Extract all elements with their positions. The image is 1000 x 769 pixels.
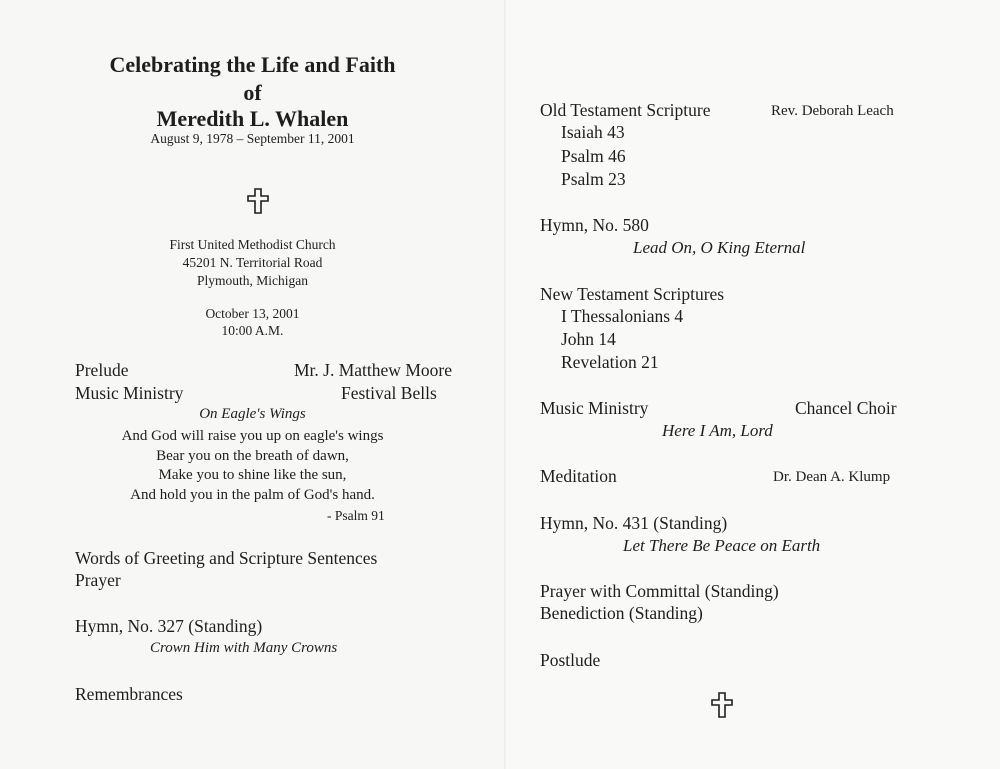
- ot-reading: Isaiah 43: [561, 122, 625, 142]
- music-ministry-performer: Festival Bells: [341, 383, 437, 403]
- hymn-580-label: Hymn, No. 580: [540, 215, 649, 235]
- cross-icon: [247, 188, 269, 214]
- verse-line: And hold you in the palm of God's hand.: [130, 487, 375, 503]
- church-name: First United Methodist Church: [169, 237, 336, 252]
- prayer-item: Prayer: [75, 570, 121, 590]
- hymn-431-title: Let There Be Peace on Earth: [623, 536, 821, 555]
- verse-line: Bear you on the breath of dawn,: [156, 448, 349, 464]
- verse-line: Make you to shine like the sun,: [158, 467, 347, 483]
- remembrances-item: Remembrances: [75, 684, 183, 704]
- title-of: of: [243, 80, 262, 105]
- verse-source: - Psalm 91: [327, 508, 385, 523]
- ot-reading: Psalm 46: [561, 146, 626, 166]
- hymn-327-label: Hymn, No. 327 (Standing): [75, 616, 263, 636]
- greeting-item: Words of Greeting and Scripture Sentences: [75, 548, 378, 568]
- prelude-label: Prelude: [75, 360, 129, 380]
- meditation-label: Meditation: [540, 466, 617, 486]
- life-dates: August 9, 1978 – September 11, 2001: [150, 131, 355, 146]
- nt-scripture-label: New Testament Scriptures: [540, 284, 725, 304]
- postlude-item: Postlude: [540, 650, 601, 670]
- ot-scripture-label: Old Testament Scripture: [540, 100, 711, 120]
- church-street: 45201 N. Territorial Road: [182, 255, 323, 270]
- music-ministry-title: Here I Am, Lord: [662, 421, 773, 440]
- hymn-327-title: Crown Him with Many Crowns: [150, 640, 338, 656]
- deceased-name: Meredith L. Whalen: [156, 106, 349, 131]
- nt-reading: Revelation 21: [561, 352, 659, 372]
- hymn-431-label: Hymn, No. 431 (Standing): [540, 513, 728, 533]
- song-title: On Eagle's Wings: [199, 406, 306, 422]
- verse-line: And God will raise you up on eagle's wings: [121, 428, 384, 444]
- nt-reading: I Thessalonians 4: [561, 306, 684, 326]
- memorial-title: Celebrating the Life and Faith: [109, 52, 396, 77]
- meditation-speaker: Dr. Dean A. Klump: [773, 469, 891, 485]
- cross-icon: [711, 692, 733, 718]
- benediction-item: Benediction (Standing): [540, 603, 703, 623]
- ot-reader: Rev. Deborah Leach: [771, 103, 894, 119]
- nt-reading: John 14: [561, 329, 616, 349]
- hymn-580-title: Lead On, O King Eternal: [633, 238, 806, 257]
- ot-reading: Psalm 23: [561, 169, 626, 189]
- service-date: October 13, 2001: [205, 306, 300, 321]
- committal-item: Prayer with Committal (Standing): [540, 581, 779, 601]
- service-time: 10:00 A.M.: [221, 323, 284, 338]
- music-ministry-performer: Chancel Choir: [795, 398, 897, 418]
- church-city: Plymouth, Michigan: [197, 273, 308, 288]
- prelude-performer: Mr. J. Matthew Moore: [294, 360, 452, 380]
- music-ministry-label: Music Ministry: [540, 398, 649, 418]
- music-ministry-label: Music Ministry: [75, 383, 184, 403]
